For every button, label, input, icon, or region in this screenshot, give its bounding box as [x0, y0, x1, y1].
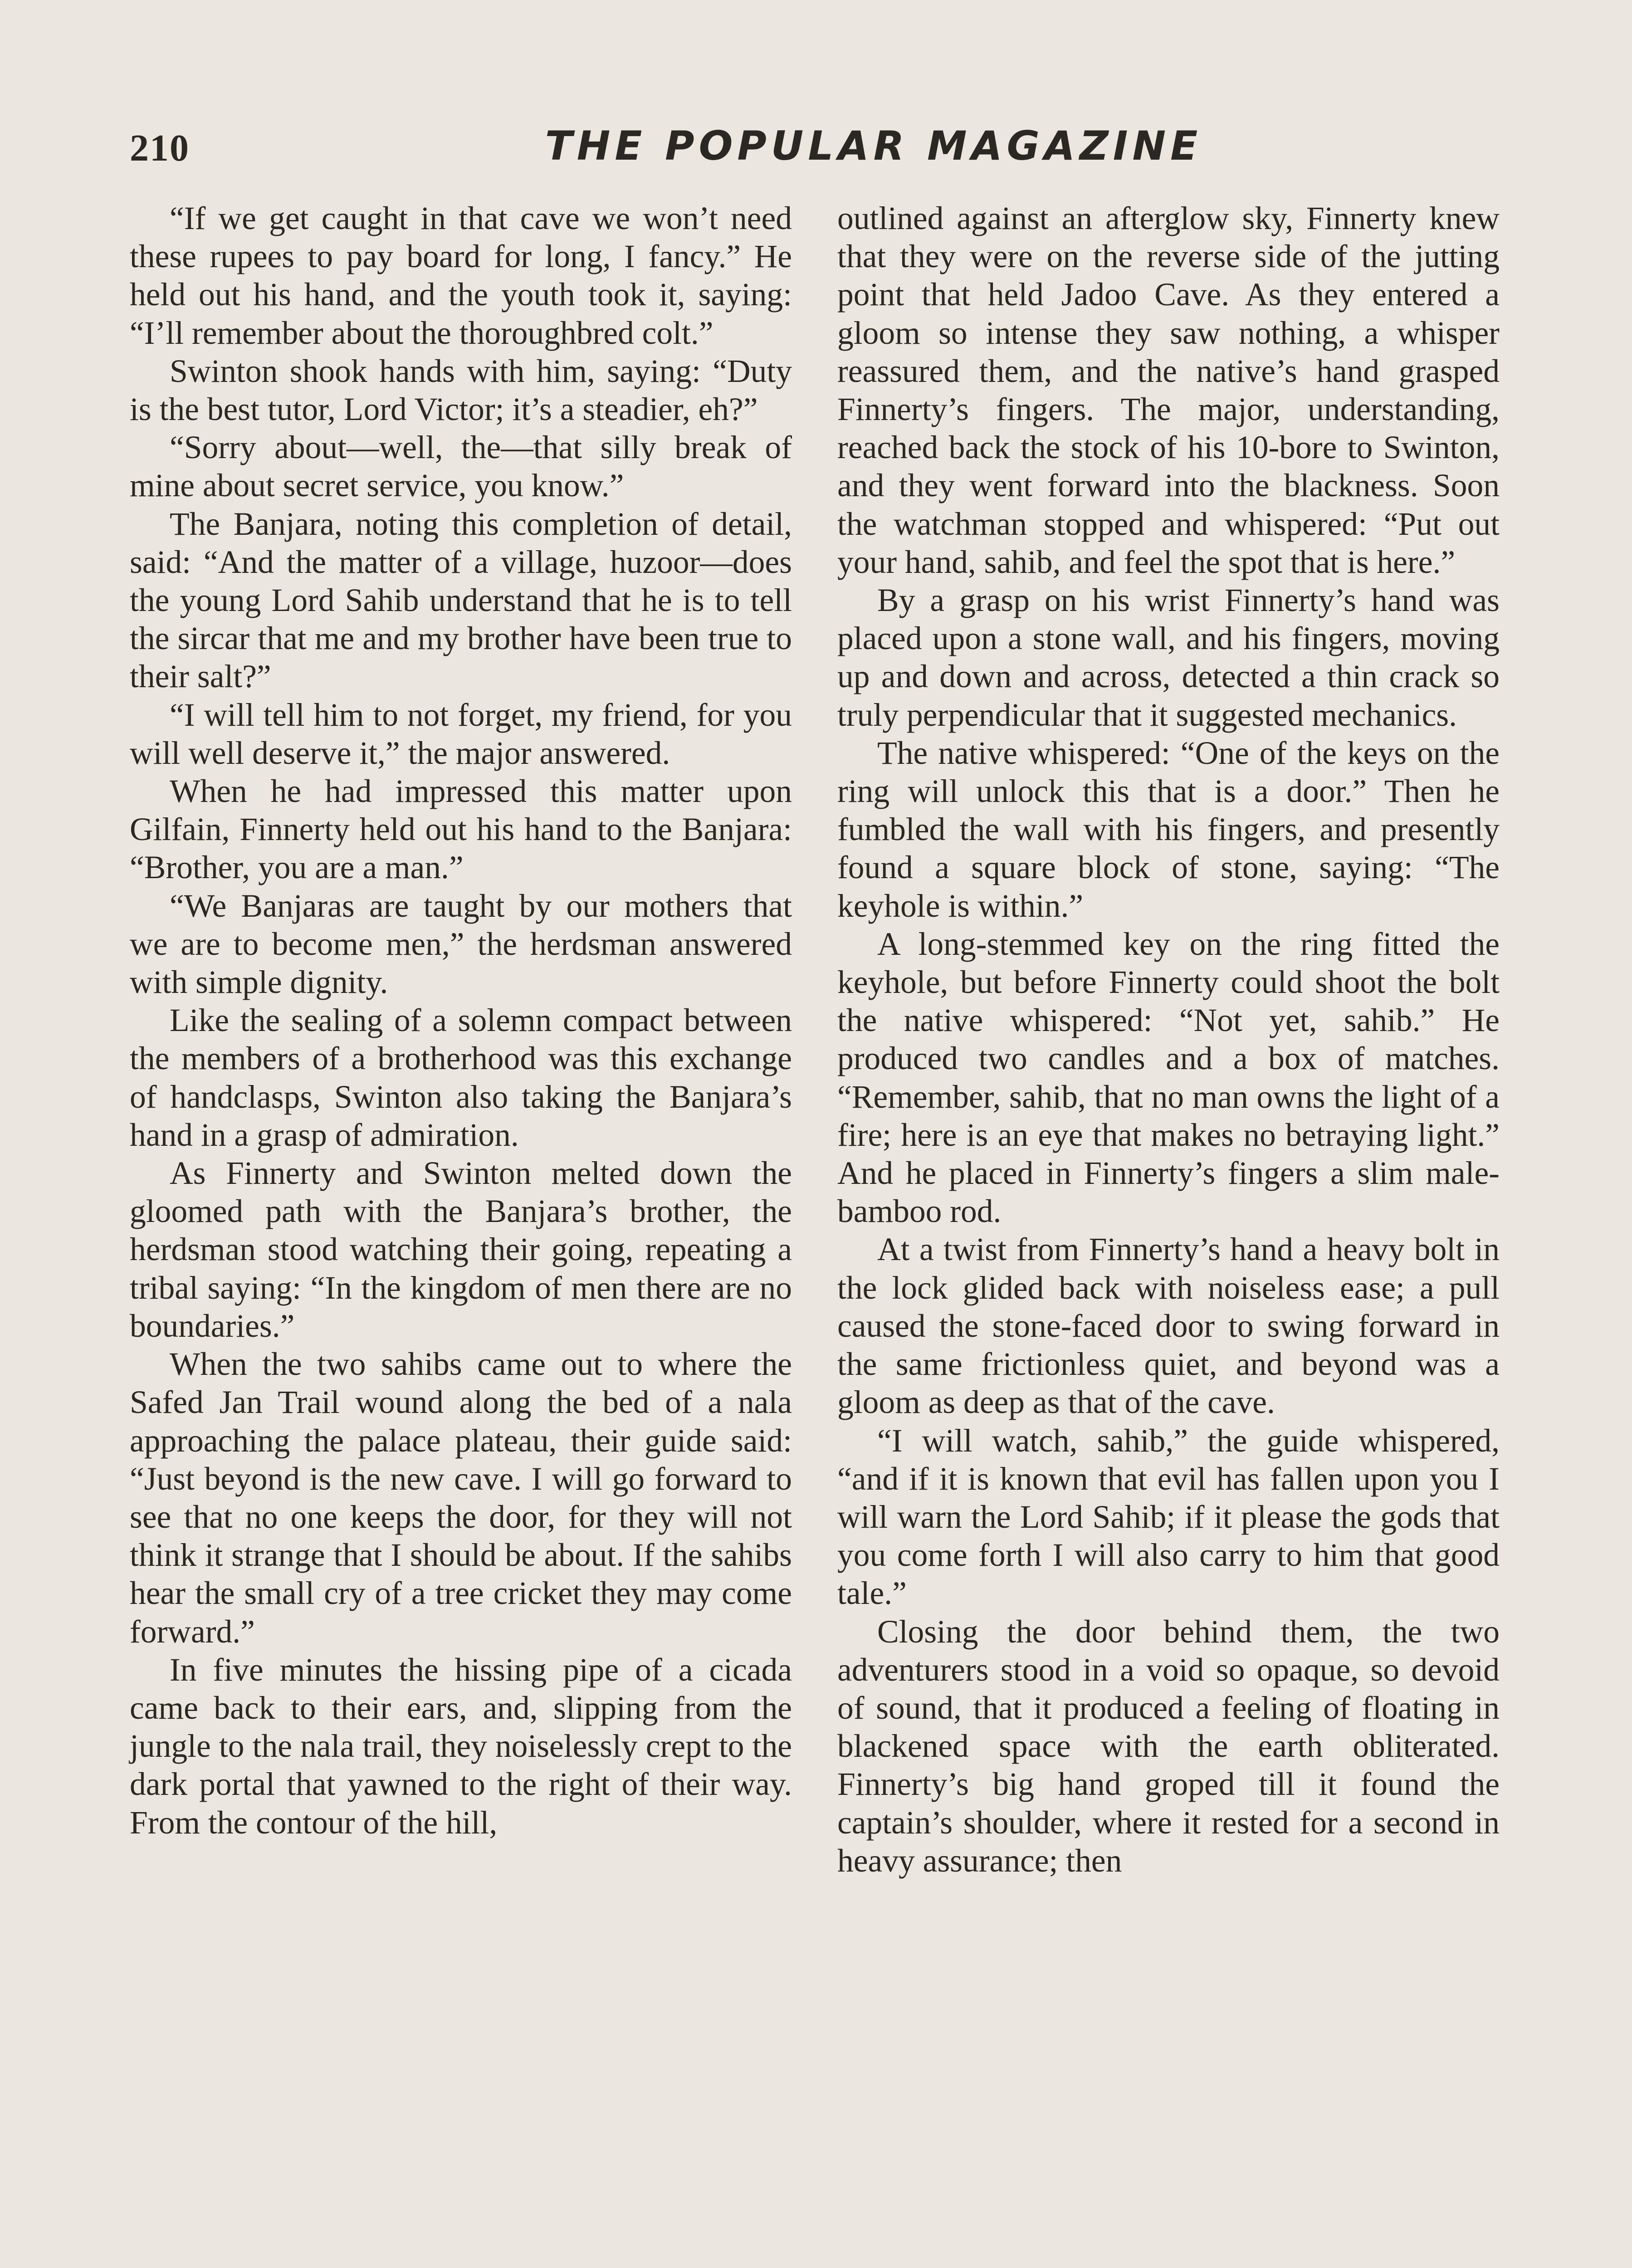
paragraph: The Banjara, noting this completion of detail, said: “And the matter of a village, huzoor—does the young Lord Sahib understand that he is to tell the sircar that me and my brother have been true to their salt?” [130, 506, 792, 695]
paragraph: “If we get caught in that cave we won’t need these rupees to pay board for long, I fancy.” He held out his hand, and the youth took it, saying: “I’ll remember about the thoroughbred colt.” [130, 200, 792, 351]
paragraph: Like the sealing of a solemn compact between the members of a brotherhood was this exchange of handclasps, Swinton also taking the Banjara’s hand in a grasp of admiration. [130, 1002, 792, 1153]
paragraph: Closing the door behind them, the two adventurers stood in a void so opaque, so devoid of sound, that it produced a feeling of floating in blackened space with the earth obliterated. Finnerty’s big hand groped till it found the captain’s shoulder, where it rested for a second in heavy assurance; then [837, 1613, 1500, 1879]
left-column [130, 200, 792, 1842]
paragraph: Swinton shook hands with him, saying: “Duty is the best tutor, Lord Victor; it’s a steadier, eh?” [130, 353, 792, 428]
paragraph: “We Banjaras are taught by our mothers that we are to become men,” the herdsman answered with simple dignity. [130, 888, 792, 1001]
paragraph: When the two sahibs came out to where the Safed Jan Trail wound along the bed of a nala approaching the palace plateau, their guide said: “Just beyond is the new cave. I will go forward to see that no one keeps the door, for they will not think it strange that I should be about. If the sahibs hear the small cry of a tree cricket they may come forward.” [130, 1346, 792, 1650]
paragraph: “I will watch, sahib,” the guide whispered, “and if it is known that evil has fallen upon you I will warn the Lord Sahib; if it please the gods that you come forth I will also carry to him that good tale.” [837, 1422, 1500, 1612]
paragraph: A long-stemmed key on the ring fitted the keyhole, but before Finnerty could shoot the bolt the native whispered: “Not yet, sahib.” He produced two candles and a box of matches. “Remember, sahib, that no man owns the light of a fire; here is an eye that makes no betraying light.” And he placed in Finnerty’s fingers a slim male-bamboo rod. [837, 926, 1500, 1230]
right-column [837, 200, 1500, 1880]
page-header [130, 117, 1500, 185]
paragraph: At a twist from Finnerty’s hand a heavy bolt in the lock glided back with noiseless ease; a pull caused the stone-faced door to swing forward in the same frictionless quiet, and beyond was a gloom as deep as that of the cave. [837, 1232, 1500, 1421]
paragraph: As Finnerty and Swinton melted down the gloomed path with the Banjara’s brother, the herdsman stood watching their going, repeating a tribal saying: “In the kingdom of men there are no boundaries.” [130, 1155, 792, 1344]
paragraph: “Sorry about—well, the—that silly break of mine about secret service, you know.” [130, 430, 792, 504]
paragraph: “I will tell him to not forget, my friend, for you will well deserve it,” the major answered. [130, 697, 792, 771]
paragraph-continued: outlined against an afterglow sky, Finnerty knew that they were on the reverse side of the jutting point that held Jadoo Cave. As they entered a gloom so intense they saw nothing, a whisper reassured them, and the native’s hand grasped Finnerty’s fingers. The major, understanding, reached back the stock of his 10-bore to Swinton, and they went forward into the blackness. Soon the watchman stopped and whispered: “Put out your hand, sahib, and feel the spot that is here.” [837, 200, 1500, 580]
paragraph: By a grasp on his wrist Finnerty’s hand was placed upon a stone wall, and his fingers, moving up and down and across, detected a thin crack so truly perpendicular that it suggested mechanics. [837, 582, 1500, 733]
paragraph: The native whispered: “One of the keys on the ring will unlock this that is a door.” Then he fumbled the wall with his fingers, and presently found a square block of stone, saying: “The keyhole is within.” [837, 735, 1500, 924]
paragraph: When he had impressed this matter upon Gilfain, Finnerty held out his hand to the Banjara: “Brother, you are a man.” [130, 773, 792, 886]
paragraph: In five minutes the hissing pipe of a cicada came back to their ears, and, slipping from the jungle to the nala trail, they noiselessly crept to the dark portal that yawned to the right of their way. From the contour of the hill, [130, 1652, 792, 1841]
page-number: 210 [130, 127, 190, 169]
magazine-title: THE POPULAR MAGAZINE [545, 122, 1202, 169]
